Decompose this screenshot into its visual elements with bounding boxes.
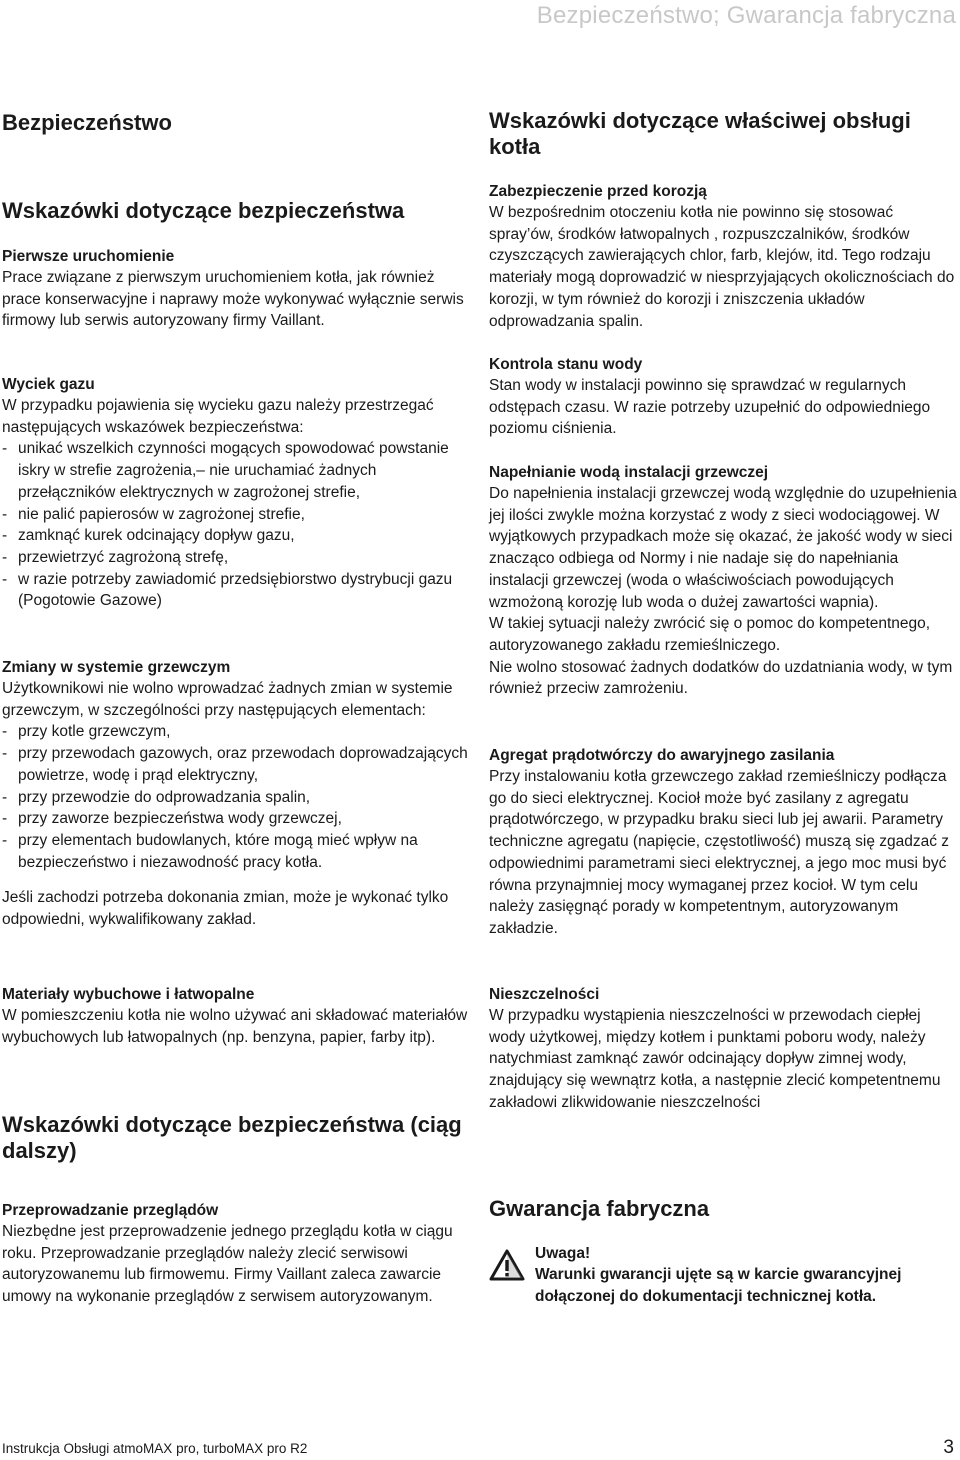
filling-text-3: Nie wolno stosować żadnych dodatków do uzdatniania wody, w tym również przeciw zamrożeniu. (489, 658, 953, 698)
filling-block (489, 462, 957, 700)
warning-label: Uwaga! (535, 1245, 591, 1262)
water-level-heading: Kontrola stanu wody (489, 356, 643, 373)
list-item: - przy przewodach gazowych, oraz przewodach doprowadzających powietrze, wodę i prąd elektryczny, (2, 743, 470, 786)
safety-section-title: Wskazówki dotyczące bezpieczeństwa (2, 198, 405, 223)
list-item: - przy kotle grzewczym, (2, 721, 470, 743)
explosive-text: W pomieszczeniu kotła nie wolno używać ani składować materiałów wybuchowych lub łatwopalnych (np. benzyna, papier, farby itp). (2, 1007, 468, 1046)
safety-continued-title: Wskazówki dotyczące bezpieczeństwa (ciąg dalszy) (2, 1112, 462, 1163)
list-item: - przewietrzyć zagrożoną strefę, (2, 547, 470, 569)
first-start-text: Prace związane z pierwszym uruchomieniem kotła, jak również prace konserwacyjne i naprawy może wykonywać wyłącznie serwis firmowy lub serwis autoryzowany firmy Vaillant. (2, 269, 464, 330)
generator-text: Przy instalowaniu kotła grzewczego zakład rzemieślniczy podłącza go do sieci elektrycznej. Kocioł może być zasilany z agregatu prądotwórczego, w przypadku braku sieci lub jej awarii. Parametry techniczne agregatu (napięcie, częstotliwość) muszą się zgadzać z odpowiednimi parametrami sieci elektrycznej, a jego moc musi być równa przynajmniej mocy wymaganej przez kocioł. W tym celu należy zasięgnąć porady w kompetentnym, autoryzowanym zakładzie. (489, 768, 950, 937)
warning-text: Warunki gwarancji ujęte są w karcie gwarancyjnej dołączonej do dokumentacji technicznej kotła. (535, 1266, 902, 1305)
system-changes-heading: Zmiany w systemie grzewczym (2, 659, 231, 676)
list-item: - unikać wszelkich czynności mogących spowodować powstanie iskry w strefie zagrożenia,– nie uruchamiać żadnych przełączników elektrycznych w zagrożonej strefie, (2, 438, 470, 503)
corrosion-heading: Zabezpieczenie przed korozją (489, 183, 707, 200)
operation-section-title: Wskazówki dotyczące właściwej obsługi kotła (489, 108, 911, 159)
list-item: - przy przewodzie do odprowadzania spalin, (2, 787, 470, 809)
inspections-text: Niezbędne jest przeprowadzenie jednego przeglądu kotła w ciągu roku. Przeprowadzanie przeglądów należy zlecić serwisowi autoryzowanemu lub firmowemu. Firmy Vaillant zaleca zawarcie umowy na wykonanie przeglądów z serwisem autoryzowanym. (2, 1223, 453, 1306)
leaks-text: W przypadku wystąpienia nieszczelności w przewodach ciepłej wody użytkowej, między kotłem i punktami poboru wody, należy natychmiast zamknąć zawór odcinający dopływ zimnej wody, znajdujący się wewnątrz kotła, a następnie zlecić kompetentnemu zakładowi zlikwidowanie nieszczelności (489, 1007, 941, 1111)
gas-leak-block (2, 374, 470, 612)
warranty-title: Gwarancja fabryczna (489, 1196, 710, 1221)
warning-triangle-icon (489, 1249, 525, 1281)
system-changes-block (2, 657, 470, 931)
first-start-heading: Pierwsze uruchomienie (2, 248, 175, 265)
list-item: - zamknąć kurek odcinający dopływ gazu, (2, 525, 470, 547)
explosive-block (2, 984, 470, 1048)
running-header: Bezpieczeństwo; Gwarancja fabryczna (536, 2, 956, 29)
generator-heading: Agregat prądotwórczy do awaryjnego zasilania (489, 747, 835, 764)
system-changes-intro: Użytkownikowi nie wolno wprowadzać żadnych zmian w systemie grzewczym, w szczególności przy następujących elementach: (2, 680, 453, 719)
main-title: Bezpieczeństwo (2, 110, 172, 135)
corrosion-text: W bezpośrednim otoczeniu kotła nie powinno się stosować spray’ów, środków łatwopalnych , rozpuszczalników, środków czyszczących zawierających chlor, farb, klejów, itd. Tego rodzaju materiały mogą doprowadzić w niesprzyjających okolicznościach do korozji, w tym również do korozji i zniszczenia układów odprowadzania spalin. (489, 204, 955, 330)
list-item: - w razie potrzeby zawiadomić przedsiębiorstwo dystrybucji gazu (Pogotowie Gazowe) (2, 569, 470, 612)
warning-box (489, 1243, 957, 1333)
leaks-heading: Nieszczelności (489, 986, 600, 1003)
list-item: - przy zaworze bezpieczeństwa wody grzewczej, (2, 808, 470, 830)
footer-document-title: Instrukcja Obsługi atmoMAX pro, turboMAX pro R2 (2, 1441, 308, 1456)
warning-content (535, 1243, 945, 1308)
filling-heading: Napełnianie wodą instalacji grzewczej (489, 464, 769, 481)
corrosion-block (489, 181, 957, 332)
explosive-heading: Materiały wybuchowe i łatwopalne (2, 986, 255, 1003)
water-level-text: Stan wody w instalacji powinno się sprawdzać w regularnych odstępach czasu. W razie potrzeby uzupełnić do odpowiedniego poziomu ciśnienia. (489, 377, 931, 438)
system-changes-list (2, 721, 470, 873)
gas-leak-list (2, 438, 470, 612)
list-item: - nie palić papierosów w zagrożonej strefie, (2, 504, 470, 526)
generator-block (489, 745, 957, 940)
page-number: 3 (943, 1437, 954, 1458)
gas-leak-intro: W przypadku pojawienia się wycieku gazu należy przestrzegać następujących wskazówek bezpieczeństwa: (2, 397, 434, 436)
water-level-block (489, 354, 957, 440)
first-start-block (2, 246, 470, 332)
inspections-block (2, 1200, 470, 1308)
system-changes-outro: Jeśli zachodzi potrzeba dokonania zmian, może je wykonać tylko odpowiedni, wykwalifikowany zakład. (2, 889, 449, 929)
inspections-heading: Przeprowadzanie przeglądów (2, 1202, 219, 1219)
filling-text: Do napełnienia instalacji grzewczej wodą względnie do uzupełnienia jej ilości zwykle można korzystać z wody z sieci wodociągowej. W wyjątkowych przypadkach może się okazać, że jakość wody w sieci znacząco odbiega od Normy i nie nadaje się do napełniania instalacji grzewczej (woda o właściwościach powodujących wzmożoną korozję lub woda o dużej zawartości wapnia). (489, 485, 957, 611)
filling-text-2: W takiej sytuacji należy zwrócić się o pomoc do kompetentnego, autoryzowanego zakładu rzemieślniczego. (489, 615, 931, 654)
leaks-block (489, 984, 957, 1114)
list-item: - przy elementach budowlanych, które mogą mieć wpływ na bezpieczeństwo i niezawodność pracy kotła. (2, 830, 470, 873)
gas-leak-heading: Wyciek gazu (2, 376, 95, 393)
